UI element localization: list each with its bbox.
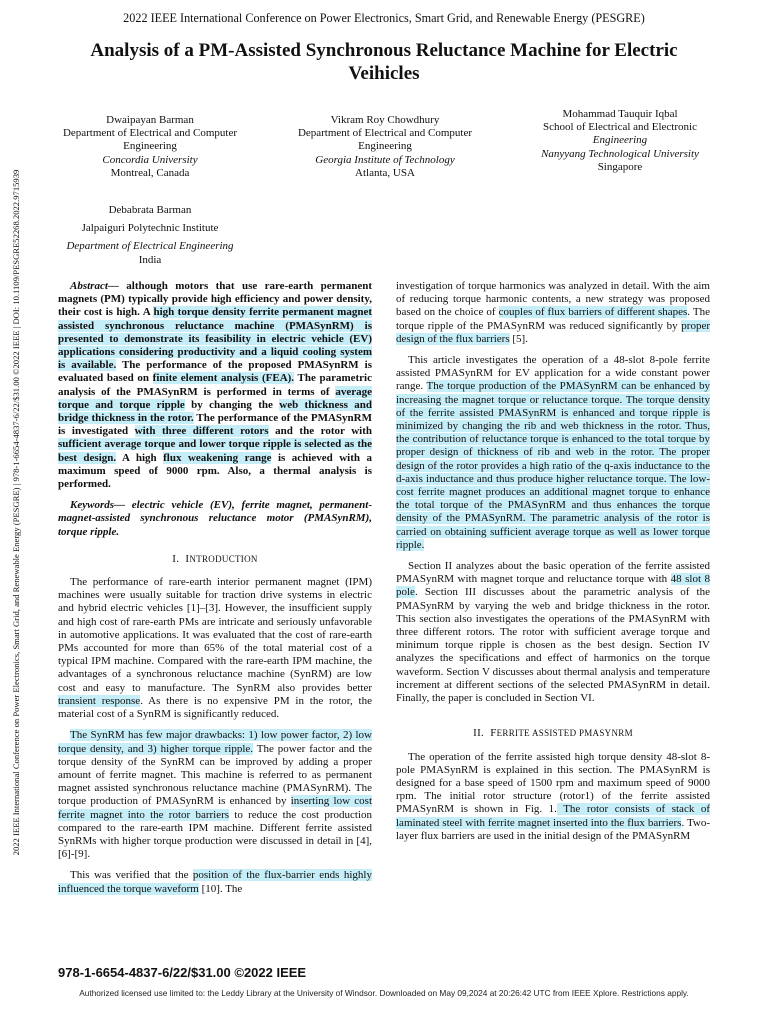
- author-block-1: [40, 114, 260, 180]
- keywords: Keywords— electric vehicle (EV), ferrite magnet, permanent-magnet-assisted synchronous reluctance motor (PMASynRM), torque ripple.: [58, 499, 372, 538]
- paper-title: [40, 39, 728, 85]
- intro-paragraph-2: The SynRM has few major drawbacks: 1) low power factor, 2) low torque density, and 3) higher torque ripple. The power factor and the torque density of the SynRM can be improved by adding a proper amount of ferrite magnet. This machine is referred to as permanent magnet assisted synchronous reluctance machine (PMASynRM). The torque production of PMASynRM is enhanced by inserting low cost ferrite magnet into the rotor barriers to reduce the cost production compared to the rare-earth IPM machine. Different ferrite assisted SynRMs with higher torque production were discussed in detail in [4], [6]-[9].: [58, 729, 372, 861]
- author-dept: School of Electrical and Electronic: [543, 121, 697, 134]
- right-paragraph-2: This article investigates the operation of a 48-slot 8-pole ferrite assisted PMASynRM for EV application for a wide constant power range. The torque production of the PMASynRM can be enhanced by increasing the magnet torque or reluctance torque. The torque density of the ferrite assisted PMASynRM is enhanced and torque ripple is minimized by changing the rib and web thickness in the rotor. Thus, the contribution of reluctance torque is enhanced to the total torque by proper design of thickness of rib and web in the rotor. The proper design of the rotor provides a high ratio of the q-axis inductance to the d-axis inductance and thus produce higher reluctance torque. The low-cost ferrite magnet produces an additional magnet torque to enhance the total torque of the PMASynRM and thus enhances the torque density of the PMASynRM. The parametric analysis of the rotor is carried on obtaining sufficient average torque as well as lower torque ripple.: [396, 354, 710, 551]
- author-university: Concordia University: [102, 153, 198, 166]
- conference-header: 2022 IEEE International Conference on Power Electronics, Smart Grid, and Renewable Energy (PESGRE): [123, 11, 645, 25]
- author-location: India: [138, 253, 162, 266]
- author-name: Vikram Roy Chowdhury: [330, 114, 440, 126]
- abstract: Abstract— although motors that use rare-earth permanent magnets (PM) typically provide high efficiency and power density, their cost is high. A high torque density ferrite permanent magnet assisted synchronous reluctance machine (PMASynRM) is presented to demonstrate its feasibility in electric vehicle (EV) applications considering productivity and a liquid cooling system is available. The performance of the proposed PMASynRM is evaluated based on finite element analysis (FEA). The parametric analysis of the PMASynRM is performed in terms of average torque and torque ripple by changing the web thickness and bridge thickness in the rotor. The performance of the PMASynRM is investigated with three different rotors and the rotor with sufficient average torque and lower torque ripple is selected as the best design. A high flux weakening range is achieved with a maximum speed of 9000 rpm. Also, a thermal analysis is performed.: [58, 280, 373, 491]
- author-location: Atlanta, USA: [355, 166, 415, 179]
- license-footer: Authorized licensed use limited to: the Leddy Library at the University of Windsor. Downloaded on May 09,2024 at 20:26:42 UTC from IEEE Xplore. Restrictions apply.: [79, 988, 689, 998]
- right-paragraph-3: Section II analyzes about the basic operation of the ferrite assisted PMASynRM with magnet torque and reluctance torque with 48 slot 8 pole. Section III discusses about the parametric analysis of the PMASynRM by varying the web and bridge thickness in the rotor. This section also investigates the operations of the PMASynRM with three different rotors. The rotor with sufficient average torque and minimum torque ripple is chosen as the best design. Section IV analyzes the specifications and effect of harmonics on the torque waveform. Section V discusses about thermal analysis and temperature increment at different sections of the selected PMASynRM in detail. Finally, the paper is concluded in Section VI.: [396, 560, 710, 705]
- author-name: Dwaipayan Barman: [106, 114, 194, 126]
- author-dept: Department of Electrical and Computer: [297, 127, 473, 140]
- intro-paragraph-3: This was verified that the position of the flux-barrier ends highly influenced the torque waveform [10]. The: [58, 869, 372, 895]
- title-line-1: Analysis of a PM-Assisted Synchronous Reluctance Machine for Electric: [90, 40, 678, 61]
- author-dept: Department of Electrical and Computer: [62, 127, 238, 140]
- left-column: [58, 280, 372, 896]
- section-heading-introduction: I. INTRODUCTION: [172, 552, 258, 565]
- doi-sidebar-text: 2022 IEEE International Conference on Power Electronics, Smart Grid, and Renewable Energy (PESGRE) | 978-1-6654-4837-6/22/$31.00 ©2022 IEEE | DOI: 10.1109/PESGRE52268.2022.9715939: [11, 169, 21, 856]
- author-name: Debabrata Barman: [108, 204, 192, 216]
- doi-sidebar: [8, 125, 24, 900]
- section-heading-ferrite: II. FERRITE ASSISTED PMASYNRM: [473, 727, 633, 740]
- author-dept-cont: Engineering: [592, 134, 648, 147]
- author-block-2: [275, 114, 495, 180]
- title-line-2: Veihicles: [348, 63, 420, 84]
- author-location: Montreal, Canada: [110, 166, 190, 179]
- right-paragraph-1: investigation of torque harmonics was analyzed in detail. With the aim of reducing torque harmonic contents, a new strategy was proposed based on the choice of couples of flux barriers of different shapes. The torque ripple of the PMASynRM was reduced significantly by proper design of the flux barriers [5].: [396, 280, 710, 345]
- author-block-4: [40, 204, 260, 267]
- isbn-copyright: 978-1-6654-4837-6/22/$31.00 ©2022 IEEE: [58, 965, 307, 980]
- author-name: Mohammad Tauquir Iqbal: [562, 108, 678, 120]
- author-university: Nanyyang Technological University: [541, 147, 699, 160]
- author-dept-cont: Engineering: [358, 140, 412, 153]
- author-block-3: [510, 108, 730, 174]
- author-university: Georgia Institute of Technology: [315, 153, 455, 166]
- right-paragraph-4: The operation of the ferrite assisted high torque density 48-slot 8-pole PMASynRM is explained in this section. The PMASynRM is designed for a base speed of 1500 rpm and maximum speed of 9000 rpm. The initial rotor structure (rotor1) of the ferrite assisted PMASynRM is shown in Fig. 1. The rotor consists of stack of laminated steel with ferrite magnet inserted into the flux barriers. Two-layer flux barriers are used in the initial design of the PMASynRM: [396, 750, 710, 842]
- author-institute: Jalpaiguri Polytechnic Institute: [81, 222, 219, 235]
- intro-paragraph-1: The performance of rare-earth interior permanent magnet (IPM) machines were usually suitable for traction drive systems in electric and hybrid electric vehicles [1]–[3]. However, the insufficient supply and high cost of rare-earth PMs are intricate and seriously unfavorable in automotive applications. It was evaluated that the cost of rare-earth PMs accounted for more than 65% of the total material cost of a typical IPM machine. Compared with the rare-earth IPM machine, the advantages of a synchronous reluctance machine (SynRM) are low cost and easy to manufacture. The SynRM also provides better transient response. As there is no expensive PM in the rotor, the material cost of a SynRM is significantly reduced.: [58, 576, 372, 721]
- abstract-label: Abstract—: [70, 280, 119, 292]
- right-column: [396, 280, 710, 843]
- author-dept: Department of Electrical Engineering: [66, 240, 234, 253]
- author-location: Singapore: [597, 160, 643, 173]
- author-dept-cont: Engineering: [123, 140, 177, 153]
